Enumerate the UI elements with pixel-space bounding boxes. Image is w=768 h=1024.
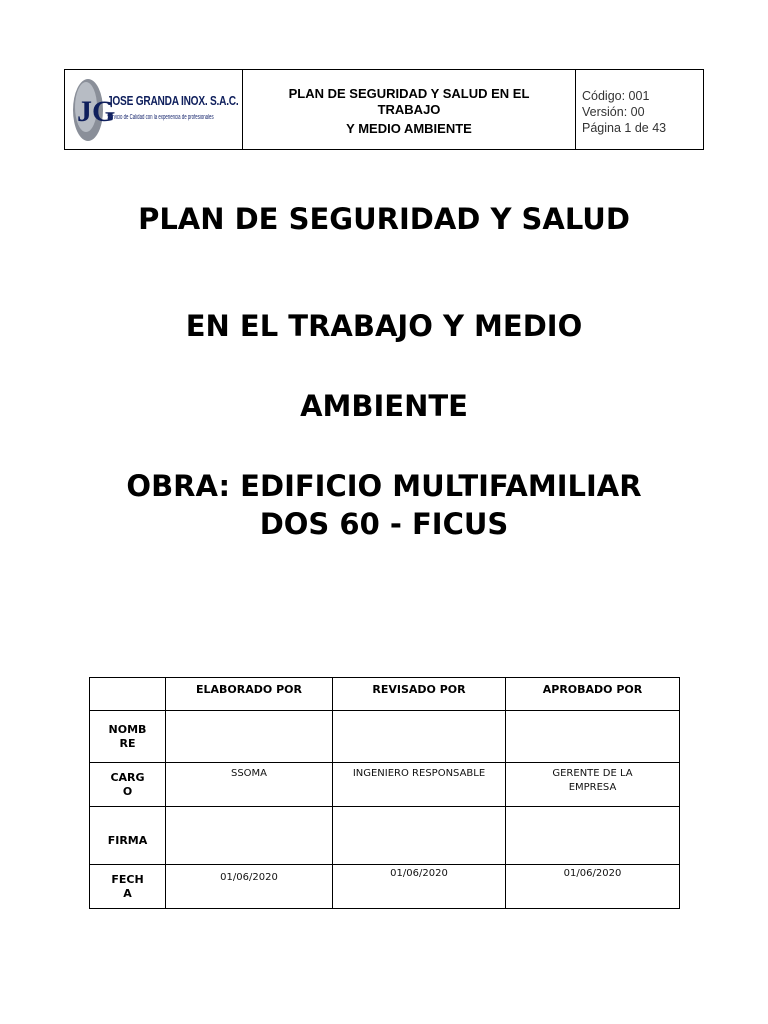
table-row [90, 865, 680, 909]
table-row [90, 763, 680, 807]
table-cell: SSOMA [166, 763, 333, 807]
row-label: FIRMA [90, 807, 166, 865]
table-cell [333, 711, 506, 763]
project-name-line2: DOS 60 - FICUS [259, 507, 509, 541]
header-title-line1: PLAN DE SEGURIDAD Y SALUD EN EL [288, 85, 530, 101]
document-header [64, 69, 704, 150]
table-cell [333, 807, 506, 865]
logo-letters: JG [77, 94, 116, 128]
page-number: Página 1 de 43 [582, 121, 667, 135]
table-cell [166, 807, 333, 865]
document-version: Versión: 00 [582, 105, 645, 119]
table-cell [166, 711, 333, 763]
table-cell [506, 711, 680, 763]
document-title-line1: PLAN DE SEGURIDAD Y SALUD [138, 202, 630, 236]
jg-logo-icon [71, 77, 116, 143]
company-tagline: Servicio de Calidad con la experiencia de profesionales [107, 113, 214, 121]
table-header-row [90, 678, 680, 711]
document-code: Código: 001 [582, 89, 650, 103]
table-corner-cell [90, 678, 166, 711]
table-cell: GERENTE DE LA EMPRESA [506, 763, 680, 807]
row-label: FECH A [90, 865, 166, 909]
column-header: ELABORADO POR [166, 678, 333, 711]
table-cell: 01/06/2020 [333, 865, 506, 909]
company-logo [65, 70, 243, 149]
header-meta [576, 70, 703, 149]
table-row [90, 807, 680, 865]
column-header: APROBADO POR [506, 678, 680, 711]
header-title-line2: TRABAJO [377, 101, 441, 117]
header-title-line3: Y MEDIO AMBIENTE [346, 120, 472, 136]
table-cell: 01/06/2020 [506, 865, 680, 909]
table-cell: 01/06/2020 [166, 865, 333, 909]
company-name: JOSE GRANDA INOX. S.A.C. [107, 92, 239, 108]
project-name-line1: OBRA: EDIFICIO MULTIFAMILIAR [126, 469, 642, 503]
document-title-line3: AMBIENTE [300, 389, 468, 423]
header-title [243, 70, 576, 149]
column-header: REVISADO POR [333, 678, 506, 711]
document-title-line2: EN EL TRABAJO Y MEDIO [185, 309, 583, 343]
table-cell: INGENIERO RESPONSABLE [333, 763, 506, 807]
row-label: NOMB RE [90, 711, 166, 763]
table-row [90, 711, 680, 763]
approval-table [89, 677, 680, 909]
table-cell [506, 807, 680, 865]
row-label: CARG O [90, 763, 166, 807]
